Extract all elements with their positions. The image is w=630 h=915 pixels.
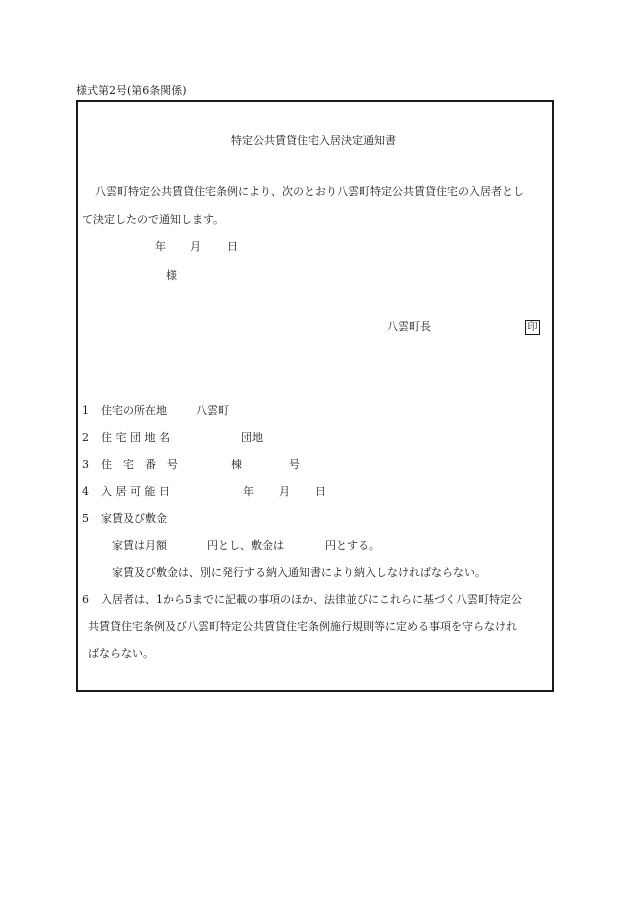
item-3-label: 住 宅 番 号: [101, 458, 178, 471]
item-1-number: 1: [82, 404, 89, 417]
document-title: 特定公共賃貸住宅入居決定通知書: [231, 134, 396, 147]
intro-line-1: 八雲町特定公共賃貸住宅条例により、次のとおり八雲町特定公共賃貸住宅の入居者とし: [95, 185, 524, 198]
item-3-number-unit: 号: [289, 458, 300, 471]
item-4-number: 4: [82, 485, 89, 498]
item-4-month: 月: [279, 485, 290, 498]
form-number-label: 様式第2号(第6条関係): [76, 84, 187, 97]
date-month: 月: [190, 240, 201, 253]
item-1-value: 八雲町: [196, 404, 229, 417]
item-6-line-1: 入居者は、1から5までに記載の事項のほか、法律並びにこれらに基づく八雲町特定公: [101, 593, 522, 606]
item-6-line-2: 共賃貸住宅条例及び八雲町特定公共賃貸住宅条例施行規則等に定める事項を守らなけれ: [88, 620, 517, 633]
rent-middle: 円とし、敷金は: [207, 539, 284, 552]
item-2-label: 住 宅 団 地 名: [101, 431, 170, 444]
item-5-number: 5: [82, 512, 89, 525]
rent-suffix: 円とする。: [325, 539, 380, 552]
item-2-value: 団地: [241, 431, 263, 444]
payment-note: 家賃及び敷金は、別に発行する納入通知書により納入しなければならない。: [112, 566, 486, 579]
addressee-suffix: 様: [166, 269, 177, 282]
issuer-name: 八雲町長: [387, 320, 431, 333]
item-6-number: 6: [82, 593, 89, 606]
item-3-building: 棟: [231, 458, 242, 471]
date-day: 日: [227, 240, 238, 253]
item-3-number: 3: [82, 458, 89, 471]
item-4-day: 日: [315, 485, 326, 498]
date-year: 年: [155, 240, 166, 253]
item-2-number: 2: [82, 431, 89, 444]
item-6-line-3: ばならない。: [88, 647, 154, 660]
seal-box: 印: [525, 320, 540, 335]
intro-line-2: て決定したので通知します。: [82, 213, 225, 226]
item-4-label: 入 居 可 能 日: [101, 485, 170, 498]
item-5-label: 家賃及び敷金: [101, 512, 167, 525]
item-1-label: 住宅の所在地: [101, 404, 167, 417]
rent-prefix: 家賃は月額: [112, 539, 167, 552]
item-4-year: 年: [243, 485, 254, 498]
